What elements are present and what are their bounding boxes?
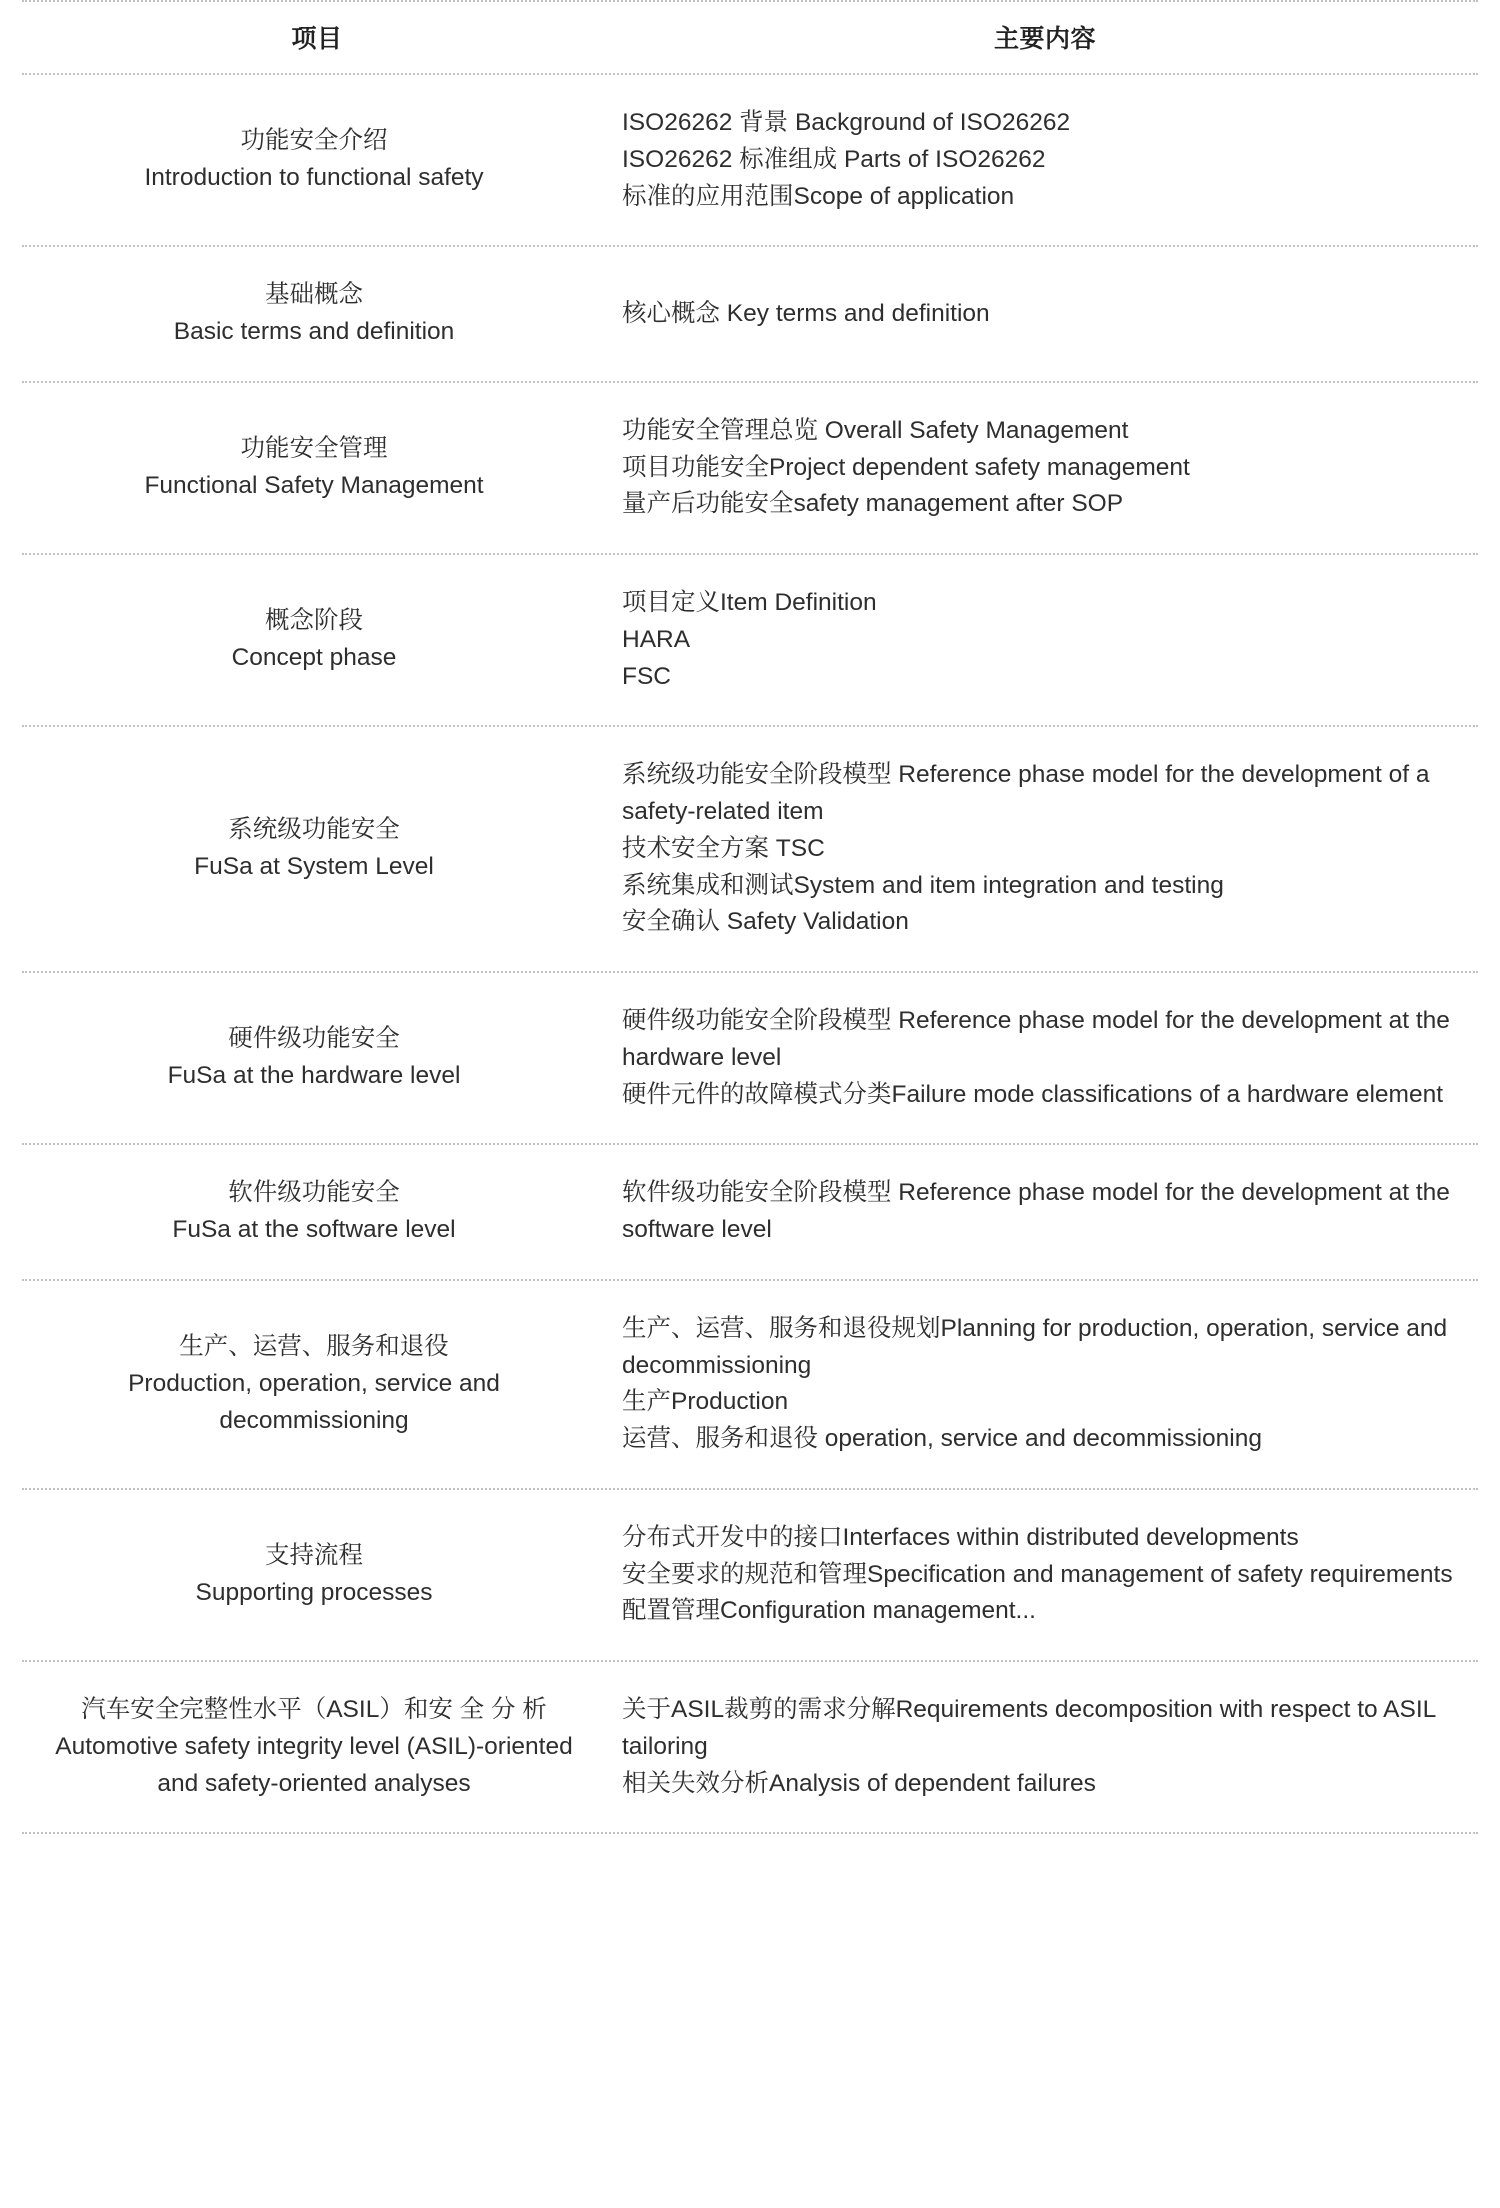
table-row (22, 973, 1478, 1143)
item-line: 硬件级功能安全 (228, 1025, 400, 1053)
item-line: 概念阶段 (265, 607, 363, 635)
content-line: HARA (622, 625, 691, 653)
item-line: Basic terms and definition (173, 318, 455, 345)
content-line: FSC (622, 662, 671, 690)
item-line: Concept phase (231, 644, 397, 672)
row-item (22, 973, 612, 1143)
content-line: 生产Production (622, 1388, 789, 1416)
content-line: 硬件元件的故障模式分类Failure mode classifications of a hardware element (622, 1080, 1444, 1108)
row-item (22, 1662, 612, 1832)
row-item (22, 727, 612, 971)
row-content (612, 1281, 1478, 1488)
item-line: 功能安全介绍 (240, 127, 388, 155)
row-content (612, 75, 1478, 245)
item-line: Automotive safety integrity level (ASIL)-oriented and safety-oriented analyses (55, 1732, 573, 1797)
row-content (612, 555, 1478, 725)
item-line: 汽车安全完整性水平（ASIL）和安 全 分 析 (81, 1696, 547, 1723)
item-line: 系统级功能安全 (228, 816, 400, 844)
dotted-divider (22, 1832, 1478, 1834)
item-line: FuSa at the hardware level (167, 1062, 461, 1090)
content-line: 运营、服务和退役 operation, service and decommissioning (622, 1425, 1262, 1452)
content-line: 安全要求的规范和管理Specification and management of safety requirements (622, 1560, 1453, 1588)
table-header (22, 0, 1478, 75)
item-line: 功能安全管理 (240, 435, 388, 463)
column-header-content: 主要内容 (993, 25, 1096, 53)
content-line: 生产、运营、服务和退役规划Planning for production, operation, service and decommissioning (622, 1314, 1448, 1379)
item-line: FuSa at System Level (194, 853, 434, 881)
item-line: Production, operation, service and decommissioning (128, 1369, 500, 1434)
row-content (612, 727, 1478, 971)
content-line: 相关失效分析Analysis of dependent failures (622, 1769, 1096, 1797)
content-line: 项目定义Item Definition (622, 589, 877, 616)
content-line: 核心概念 Key terms and definition (622, 299, 990, 327)
item-line: Supporting processes (195, 1578, 433, 1606)
content-line: 配置管理Configuration management... (622, 1597, 1036, 1625)
table-row (22, 1662, 1478, 1832)
content-line: 分布式开发中的接口Interfaces within distributed developments (622, 1523, 1299, 1551)
content-line: 关于ASIL裁剪的需求分解Requirements decomposition with respect to ASIL tailoring (622, 1696, 1436, 1760)
row-item (22, 1281, 612, 1488)
table-row (22, 1490, 1478, 1660)
row-content (612, 1662, 1478, 1832)
content-line: ISO26262 背景 Background of ISO26262 (622, 109, 1071, 136)
row-item (22, 75, 612, 245)
content-line: 系统级功能安全阶段模型 Reference phase model for the development of a safety-related item (622, 761, 1430, 825)
table-row (22, 1281, 1478, 1488)
row-item (22, 383, 612, 553)
row-content (612, 1490, 1478, 1660)
table-row (22, 247, 1478, 381)
content-line: 标准的应用范围Scope of application (622, 182, 1015, 210)
row-content (612, 383, 1478, 553)
table-row (22, 727, 1478, 971)
table-body (22, 75, 1478, 1834)
item-line: Functional Safety Management (144, 471, 484, 499)
content-line: 软件级功能安全阶段模型 Reference phase model for the development at the software level (622, 1179, 1450, 1243)
row-content (612, 1145, 1478, 1279)
item-line: 软件级功能安全 (228, 1179, 400, 1207)
item-line: 基础概念 (265, 281, 363, 309)
table-row (22, 555, 1478, 725)
content-line: 功能安全管理总览 Overall Safety Management (622, 416, 1129, 444)
row-item (22, 247, 612, 381)
row-item (22, 555, 612, 725)
table-row (22, 383, 1478, 553)
row-item (22, 1145, 612, 1279)
item-line: 生产、运营、服务和退役 (179, 1333, 449, 1361)
content-line: 硬件级功能安全阶段模型 Reference phase model for the development at the hardware level (622, 1007, 1450, 1071)
row-item (22, 1490, 612, 1660)
item-line: 支持流程 (265, 1542, 363, 1570)
content-line: ISO26262 标准组成 Parts of ISO26262 (622, 145, 1046, 173)
column-header-item: 项目 (291, 25, 343, 53)
divider-bottom (22, 1832, 1478, 1834)
row-content (612, 247, 1478, 381)
content-line: 技术安全方案 TSC (622, 834, 825, 862)
content-line: 项目功能安全Project dependent safety management (622, 453, 1190, 481)
content-line: 安全确认 Safety Validation (622, 908, 909, 936)
item-line: FuSa at the software level (172, 1216, 456, 1243)
divider-row (22, 1832, 1478, 1834)
course-outline-table (22, 0, 1478, 1834)
item-line: Introduction to functional safety (144, 164, 484, 192)
table-row (22, 75, 1478, 245)
row-content (612, 973, 1478, 1143)
table-row (22, 1145, 1478, 1279)
header-row (22, 2, 1478, 73)
content-line: 量产后功能安全safety management after SOP (622, 490, 1124, 518)
content-line: 系统集成和测试System and item integration and testing (622, 871, 1224, 899)
